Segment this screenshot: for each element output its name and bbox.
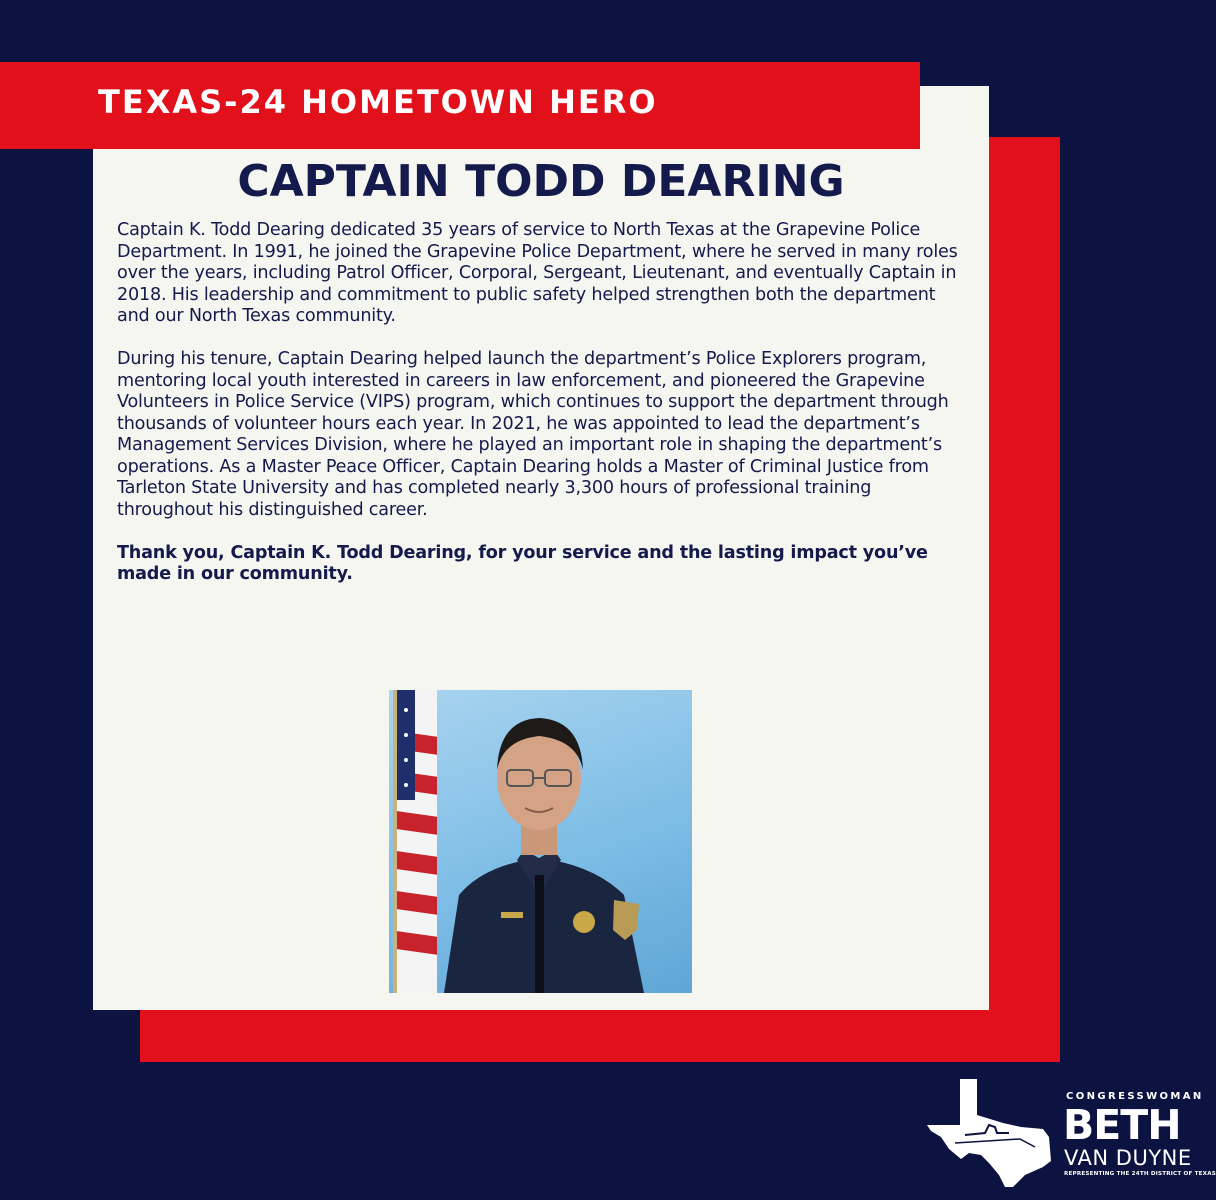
officer-portrait-photo bbox=[389, 690, 692, 993]
paragraph-career: Captain K. Todd Dearing dedicated 35 years of service to North Texas at the Grapevine Police Department. In 1991, he joined the Grapevine Police Department, where he served in many roles over the years, including Patrol Officer, Corporal, Sergeant, Lieutenant, and eventually Captain in 2018. His leadership and commitment to public safety helped strengthen both the department and our North Texas community. bbox=[117, 220, 958, 326]
thank-you-message: Thank you, Captain K. Todd Dearing, for your service and the lasting impact you’ve made in our community. bbox=[117, 542, 928, 584]
article-body bbox=[117, 220, 969, 586]
paragraph-tenure: During his tenure, Captain Dearing helped launch the department’s Police Explorers program, mentoring local youth interested in careers in law enforcement, and pioneered the Grapevine Volunteers in Police Service (VIPS) program, which continues to support the department through thousands of volunteer hours each year. In 2021, he was appointed to lead the department’s Management Services Division, where he played an important role in shaping the department’s operations. As a Master Peace Officer, Captain Dearing holds a Master of Criminal Justice from Tarleton State University and has completed nearly 3,300 hours of professional training throughout his distinguished career. bbox=[117, 349, 949, 520]
banner-title: TEXAS-24 HOMETOWN HERO bbox=[98, 83, 658, 121]
american-flag bbox=[397, 690, 437, 993]
logo-top-line: CONGRESSWOMAN bbox=[1066, 1091, 1204, 1102]
page-title: CAPTAIN TODD DEARING bbox=[237, 156, 845, 207]
logo-tagline: REPRESENTING THE 24TH DISTRICT OF TEXAS bbox=[1064, 1171, 1216, 1177]
logo-name-last: VAN DUYNE bbox=[1064, 1146, 1192, 1170]
logo-name-first: BETH bbox=[1063, 1101, 1181, 1149]
